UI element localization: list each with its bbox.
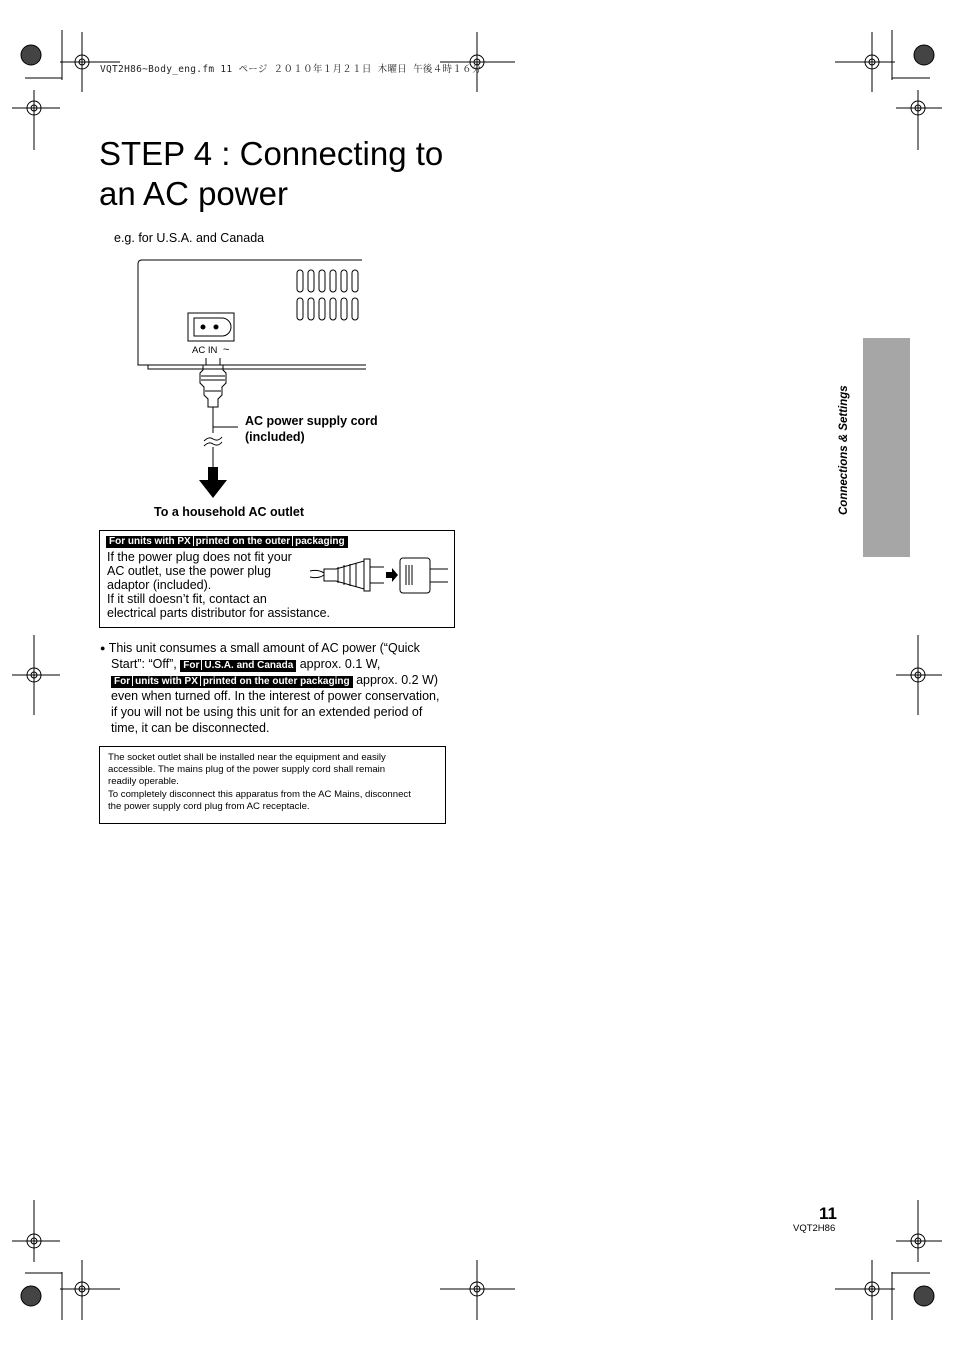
safety-notice-box [99, 746, 446, 824]
px-notice-line: If the power plug does not fit your [107, 550, 292, 564]
safety-line: accessible. The mains plug of the power supply cord shall remain [108, 764, 386, 776]
px-notice-line: adaptor (included). [107, 578, 212, 592]
page-title-line-1: STEP 4 : Connecting to [99, 135, 444, 172]
power-plug-icon [200, 358, 226, 407]
safety-line: the power supply cord plug from AC receptacle. [108, 800, 310, 812]
power-note-line-4: even when turned off. In the interest of power conservation, [111, 689, 440, 703]
safety-notice-text [108, 752, 438, 813]
px-notice-box [99, 530, 455, 628]
power-note-line-5: if you will not be using this unit for an extended period of [111, 705, 423, 719]
file-meta-header: VQT2H86~Body_eng.fm 11 ページ ２０１０年１月２１日 木曜日 午後４時１６分 [100, 64, 482, 75]
page-number: 11 [819, 1204, 837, 1223]
page-title [99, 134, 443, 214]
page-title-line-2: an AC power [99, 175, 288, 212]
doc-code: VQT2H86 [793, 1223, 836, 1234]
px-notice-line: If it still doesn’t fit, contact an [107, 592, 267, 606]
power-note-line-2: Start”: “Off”, For U.S.A. and Canada approx. 0.1 W, [111, 657, 381, 671]
ac-connection-diagram [130, 255, 380, 505]
px-packaging-tag: For units with PX printed on the outer packaging [111, 676, 353, 688]
ac-symbol: ~ [223, 344, 230, 356]
example-region-note: e.g. for U.S.A. and Canada [114, 231, 265, 245]
vent-slots [297, 270, 358, 320]
usa-canada-tag: For U.S.A. and Canada [180, 660, 296, 672]
ac-in-label: AC IN [192, 345, 218, 356]
px-notice-line: electrical parts distributor for assistance. [107, 606, 331, 620]
safety-line: To completely disconnect this apparatus from the AC Mains, disconnect [108, 788, 411, 800]
down-arrow-icon [199, 467, 227, 498]
cord-label-line-1: AC power supply cord [245, 414, 378, 428]
safety-line: readily operable. [108, 776, 179, 788]
ac-in-socket-icon [188, 313, 234, 341]
plug-adaptor-icon [308, 555, 453, 597]
cord-label [245, 413, 378, 445]
power-note-line-3: For units with PX printed on the outer packaging approx. 0.2 W) [100, 672, 450, 688]
power-consumption-note [100, 640, 450, 736]
px-notice-line: AC outlet, use the power plug [107, 564, 271, 578]
px-tag: For units with PX printed on the outer packaging [106, 536, 348, 548]
power-note-line-6: time, it can be disconnected. [111, 721, 270, 735]
px-notice-text [107, 550, 332, 620]
cord-label-line-2: (included) [245, 430, 305, 444]
safety-line: The socket outlet shall be installed near the equipment and easily [108, 752, 386, 763]
section-side-tab [863, 338, 910, 557]
section-side-label: Connections & Settings [838, 385, 850, 515]
power-note-line-1: ● This unit consumes a small amount of AC power (“Quick [100, 641, 420, 655]
outlet-label: To a household AC outlet [154, 505, 304, 519]
